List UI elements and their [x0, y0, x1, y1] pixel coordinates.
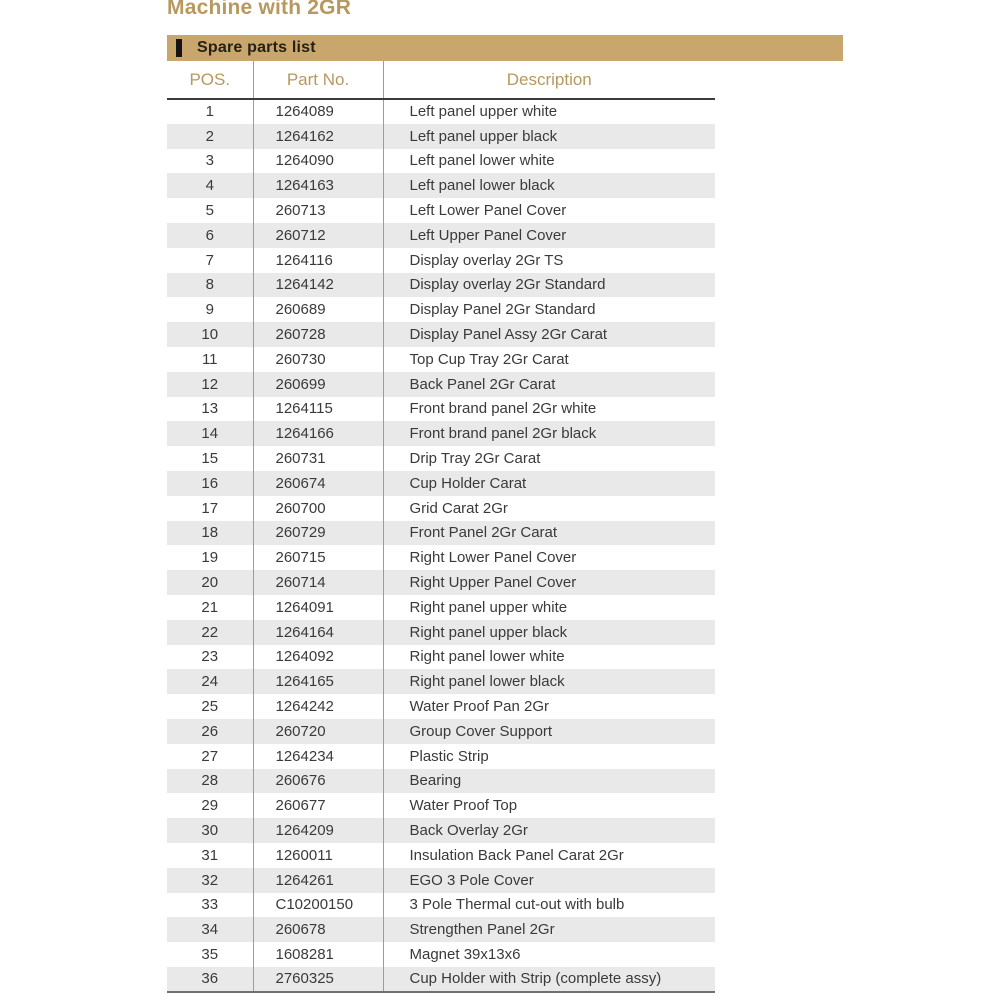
- cell-description: Right Lower Panel Cover: [383, 545, 715, 570]
- section-marker-icon: [176, 39, 182, 57]
- cell-description: Insulation Back Panel Carat 2Gr: [383, 843, 715, 868]
- cell-description: Display Panel 2Gr Standard: [383, 297, 715, 322]
- column-header-description: Description: [383, 61, 715, 99]
- cell-part-no: 1264092: [253, 645, 383, 670]
- table-row: [167, 917, 715, 942]
- cell-description: Bearing: [383, 769, 715, 794]
- cell-part-no: 1264164: [253, 620, 383, 645]
- table-row: [167, 967, 715, 992]
- table-row: [167, 620, 715, 645]
- cell-pos: 8: [205, 276, 214, 294]
- cell-part-no: 1608281: [253, 942, 383, 967]
- cell-pos: 24: [201, 673, 219, 691]
- cell-part-no: 260714: [253, 570, 383, 595]
- cell-pos: 20: [201, 574, 219, 592]
- cell-part-no: 260689: [253, 297, 383, 322]
- cell-description: Display overlay 2Gr Standard: [383, 273, 715, 298]
- cell-description: Left panel upper black: [383, 124, 715, 149]
- cell-pos: 2: [205, 127, 214, 145]
- table-row: [167, 421, 715, 446]
- cell-pos: 11: [201, 350, 218, 368]
- table-row: [167, 744, 715, 769]
- cell-description: Right panel lower black: [383, 669, 715, 694]
- table-row: [167, 893, 715, 918]
- cell-description: Right panel upper white: [383, 595, 715, 620]
- cell-pos: 3: [205, 152, 214, 170]
- cell-pos: 5: [205, 202, 214, 220]
- cell-description: Front brand panel 2Gr black: [383, 421, 715, 446]
- table-row: [167, 99, 715, 124]
- cell-description: EGO 3 Pole Cover: [383, 868, 715, 893]
- table-row: [167, 545, 715, 570]
- cell-pos: 15: [201, 450, 219, 468]
- cell-part-no: 260713: [253, 198, 383, 223]
- cell-pos: 6: [205, 226, 214, 244]
- cell-description: Left panel lower black: [383, 173, 715, 198]
- cell-pos: 30: [201, 822, 219, 839]
- cell-part-no: 1264242: [253, 694, 383, 719]
- section-header-bar: [167, 35, 843, 61]
- table-header: [167, 61, 715, 99]
- table-row: [167, 769, 715, 794]
- cell-part-no: 260728: [253, 322, 383, 347]
- cell-pos: 21: [201, 598, 219, 616]
- cell-description: Left panel upper white: [383, 99, 715, 124]
- cell-part-no: 260731: [253, 446, 383, 471]
- cell-pos: 16: [201, 474, 219, 492]
- cell-pos: 12: [201, 375, 219, 393]
- table-row: [167, 149, 715, 174]
- cell-part-no: 260700: [253, 496, 383, 521]
- table-row: [167, 347, 715, 372]
- cell-part-no: 260674: [253, 471, 383, 496]
- cell-description: Magnet 39x13x6: [383, 942, 715, 967]
- cell-pos: 31: [201, 846, 219, 864]
- cell-part-no: 260720: [253, 719, 383, 744]
- table-row: [167, 669, 715, 694]
- table-row: [167, 942, 715, 967]
- table-row: [167, 496, 715, 521]
- cell-pos: 25: [201, 698, 219, 716]
- cell-part-no: C10200150: [253, 893, 383, 918]
- cell-description: Right panel lower white: [383, 645, 715, 670]
- column-header-part-no: Part No.: [253, 61, 383, 99]
- table-row: [167, 372, 715, 397]
- cell-description: Grid Carat 2Gr: [383, 496, 715, 521]
- cell-description: Cup Holder with Strip (complete assy): [383, 967, 715, 992]
- cell-pos: 27: [201, 747, 219, 765]
- cell-part-no: 260676: [253, 769, 383, 794]
- cell-part-no: 1264115: [253, 397, 383, 422]
- cell-pos: 23: [201, 648, 219, 666]
- table-row: [167, 173, 715, 198]
- cell-part-no: 1264165: [253, 669, 383, 694]
- cell-pos: 29: [201, 797, 219, 815]
- cell-part-no: 1264163: [253, 173, 383, 198]
- table-row: [167, 521, 715, 546]
- cell-pos: 19: [201, 549, 219, 567]
- cell-part-no: 260678: [253, 917, 383, 942]
- cell-part-no: 260712: [253, 223, 383, 248]
- cell-pos: 9: [205, 301, 214, 319]
- cell-description: Right panel upper black: [383, 620, 715, 645]
- cell-pos: 7: [205, 251, 214, 269]
- cell-pos: 28: [201, 772, 219, 790]
- cell-part-no: 1264209: [253, 818, 383, 843]
- cell-pos: 22: [201, 623, 219, 641]
- cell-pos: 32: [201, 871, 219, 889]
- cell-part-no: 1264116: [253, 248, 383, 273]
- cell-description: Left Upper Panel Cover: [383, 223, 715, 248]
- cell-description: Left Lower Panel Cover: [383, 198, 715, 223]
- table-row: [167, 322, 715, 347]
- cell-part-no: 1264234: [253, 744, 383, 769]
- cell-part-no: 1264261: [253, 868, 383, 893]
- cell-description: Back Overlay 2Gr: [383, 818, 715, 843]
- table-body: [167, 99, 715, 992]
- cell-pos: 18: [201, 524, 219, 542]
- table-row: [167, 297, 715, 322]
- table-row: [167, 645, 715, 670]
- cell-description: Water Proof Pan 2Gr: [383, 694, 715, 719]
- table-row: [167, 694, 715, 719]
- cell-part-no: 260715: [253, 545, 383, 570]
- table-row: [167, 446, 715, 471]
- table-row: [167, 223, 715, 248]
- cell-pos: 36: [167, 967, 253, 992]
- cell-part-no: 260677: [253, 793, 383, 818]
- cell-description: Right Upper Panel Cover: [383, 570, 715, 595]
- table-row: [167, 471, 715, 496]
- table-row: [167, 570, 715, 595]
- table-row: [167, 397, 715, 422]
- column-header-pos: POS.: [167, 61, 253, 99]
- cell-description: Back Panel 2Gr Carat: [383, 372, 715, 397]
- cell-pos: 17: [201, 499, 219, 517]
- cell-pos: 14: [201, 425, 219, 443]
- cell-description: 3 Pole Thermal cut-out with bulb: [383, 893, 715, 918]
- cell-description: Front Panel 2Gr Carat: [383, 521, 715, 546]
- table-row: [167, 843, 715, 868]
- cell-pos: 35: [201, 945, 219, 963]
- cell-description: Water Proof Top: [383, 793, 715, 818]
- cell-description: Cup Holder Carat: [383, 471, 715, 496]
- cell-description: Front brand panel 2Gr white: [383, 397, 715, 422]
- cell-pos: 4: [205, 177, 214, 195]
- cell-part-no: 1264162: [253, 124, 383, 149]
- table-row: [167, 868, 715, 893]
- cell-part-no: 1260011: [253, 843, 383, 868]
- cell-part-no: 1264166: [253, 421, 383, 446]
- cell-part-no: 1264091: [253, 595, 383, 620]
- cell-description: Plastic Strip: [383, 744, 715, 769]
- cell-pos: 1: [205, 103, 214, 121]
- spare-parts-table: [167, 61, 715, 993]
- cell-pos: 26: [201, 722, 219, 740]
- table-row: [167, 198, 715, 223]
- table-row: [167, 818, 715, 843]
- table-row: [167, 793, 715, 818]
- cell-description: Drip Tray 2Gr Carat: [383, 446, 715, 471]
- cell-pos: 13: [201, 400, 219, 418]
- cell-part-no: 260729: [253, 521, 383, 546]
- cell-pos: 33: [201, 896, 219, 914]
- cell-description: Left panel lower white: [383, 149, 715, 174]
- table-row: [167, 719, 715, 744]
- cell-part-no: 260730: [253, 347, 383, 372]
- section-header-label: Spare parts list: [197, 39, 316, 56]
- cell-description: Top Cup Tray 2Gr Carat: [383, 347, 715, 372]
- table-row: [167, 248, 715, 273]
- cell-pos: 10: [201, 326, 219, 344]
- table-row: [167, 273, 715, 298]
- cell-part-no: 1264089: [253, 99, 383, 124]
- table-row: [167, 595, 715, 620]
- cell-pos: 34: [201, 921, 219, 939]
- cell-description: Strengthen Panel 2Gr: [383, 917, 715, 942]
- cell-description: Display overlay 2Gr TS: [383, 248, 715, 273]
- cell-part-no: 1264090: [253, 149, 383, 174]
- cell-description: Display Panel Assy 2Gr Carat: [383, 322, 715, 347]
- cell-description: Group Cover Support: [383, 719, 715, 744]
- page-title: Machine with 2GR: [167, 0, 352, 19]
- table-row: [167, 124, 715, 149]
- cell-part-no: 1264142: [253, 273, 383, 298]
- cell-part-no: 2760325: [253, 967, 383, 992]
- cell-part-no: 260699: [253, 372, 383, 397]
